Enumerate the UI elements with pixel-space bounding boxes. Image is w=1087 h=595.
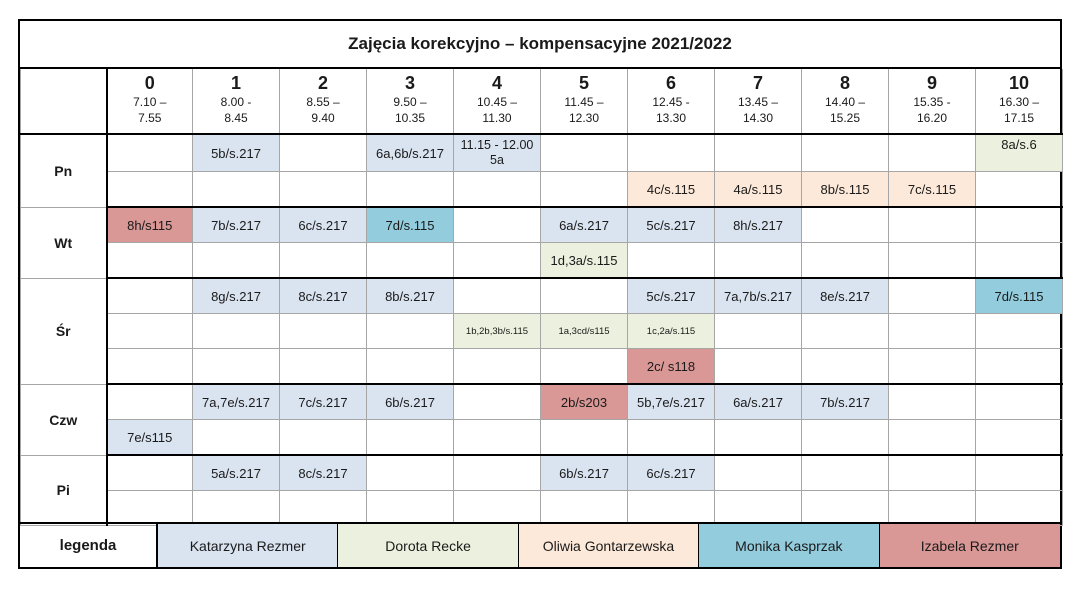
lesson-cell: 7d/s.115 — [367, 207, 454, 243]
lesson-cell — [889, 455, 976, 491]
lesson-cell — [541, 420, 628, 456]
lesson-cell — [454, 491, 541, 526]
lesson-cell — [541, 172, 628, 208]
period-number: 9 — [926, 73, 937, 93]
lesson-cell: 7b/s.217 — [193, 207, 280, 243]
day-label-pn: Pn — [21, 134, 107, 207]
lesson-cell — [107, 455, 193, 491]
lesson-cell — [976, 455, 1063, 491]
lesson-cell: 7a,7e/s.217 — [193, 384, 280, 420]
period-start: 14.40 – — [824, 95, 866, 109]
lesson-cell — [107, 314, 193, 349]
lesson-cell — [280, 243, 367, 279]
page-title: Zajęcia korekcyjno – kompensacyjne 2021/2022 — [20, 21, 1060, 69]
period-end: 14.30 — [742, 111, 774, 125]
lesson-cell: 8g/s.217 — [193, 278, 280, 314]
lesson-cell: 5c/s.217 — [628, 278, 715, 314]
lesson-cell — [976, 243, 1063, 279]
lesson-cell: 4c/s.115 — [628, 172, 715, 208]
day-label-sr: Śr — [21, 278, 107, 384]
period-number: 10 — [1008, 73, 1030, 93]
schedule-frame — [18, 19, 1062, 569]
lesson-cell: 8a/s.6 — [976, 134, 1063, 172]
legend-item-oliwia-gontarzewska: Oliwia Gontarzewska — [519, 524, 699, 567]
lesson-cell — [541, 134, 628, 172]
lesson-cell — [107, 134, 193, 172]
legend-item-izabela-rezmer: Izabela Rezmer — [880, 524, 1060, 567]
period-end: 13.30 — [655, 111, 687, 125]
lesson-cell — [193, 314, 280, 349]
lesson-cell: 6c/s.217 — [628, 455, 715, 491]
lesson-cell: 6c/s.217 — [280, 207, 367, 243]
lesson-cell: 5c/s.217 — [628, 207, 715, 243]
schedule-row — [21, 491, 1063, 526]
lesson-cell: 4a/s.115 — [715, 172, 802, 208]
lesson-cell — [367, 172, 454, 208]
period-start: 16.30 – — [998, 95, 1040, 109]
period-end: 11.30 — [482, 111, 512, 125]
lesson-cell — [802, 349, 889, 385]
lesson-cell — [193, 491, 280, 526]
lesson-cell: 8c/s.217 — [280, 278, 367, 314]
period-header-row — [21, 69, 1063, 134]
lesson-cell — [976, 349, 1063, 385]
period-end: 9.40 — [311, 111, 335, 125]
lesson-cell: 5b/s.217 — [193, 134, 280, 172]
lesson-cell — [976, 314, 1063, 349]
period-header-1 — [193, 69, 280, 134]
period-number: 1 — [230, 73, 241, 93]
period-start: 12.45 - — [652, 95, 690, 109]
lesson-cell — [454, 207, 541, 243]
lesson-cell: 8b/s.217 — [367, 278, 454, 314]
period-header-2 — [280, 69, 367, 134]
day-label-pi: Pi — [21, 455, 107, 526]
period-end: 16.20 — [916, 111, 948, 125]
period-number: 7 — [752, 73, 763, 93]
lesson-cell: 7b/s.217 — [802, 384, 889, 420]
lesson-cell — [889, 278, 976, 314]
lesson-cell — [454, 384, 541, 420]
lesson-cell — [367, 455, 454, 491]
legend-item-katarzyna-rezmer: Katarzyna Rezmer — [158, 524, 338, 567]
lesson-cell — [280, 349, 367, 385]
schedule-row — [21, 278, 1063, 314]
lesson-cell: 11.15 - 12.00 5a — [454, 134, 541, 172]
lesson-cell — [107, 384, 193, 420]
lesson-cell: 7d/s.115 — [976, 278, 1063, 314]
lesson-cell: 6a/s.217 — [715, 384, 802, 420]
lesson-cell — [107, 172, 193, 208]
lesson-cell — [889, 243, 976, 279]
period-start: 13.45 – — [737, 95, 779, 109]
period-header-4 — [454, 69, 541, 134]
lesson-cell — [976, 207, 1063, 243]
lesson-cell — [715, 491, 802, 526]
lesson-cell — [454, 349, 541, 385]
period-header-8 — [802, 69, 889, 134]
period-header-7 — [715, 69, 802, 134]
lesson-cell — [107, 243, 193, 279]
period-end: 10.35 — [394, 111, 426, 125]
lesson-cell — [193, 243, 280, 279]
lesson-cell — [454, 243, 541, 279]
lesson-cell — [889, 491, 976, 526]
period-start: 8.00 - — [220, 95, 252, 109]
lesson-cell — [802, 243, 889, 279]
lesson-cell: 8h/s115 — [107, 207, 193, 243]
lesson-cell: 2c/ s118 — [628, 349, 715, 385]
schedule-row — [21, 314, 1063, 349]
lesson-cell — [715, 314, 802, 349]
lesson-cell — [541, 491, 628, 526]
schedule-row — [21, 172, 1063, 208]
lesson-cell — [628, 243, 715, 279]
lesson-cell: 6a,6b/s.217 — [367, 134, 454, 172]
lesson-cell — [889, 314, 976, 349]
lesson-cell — [976, 172, 1063, 208]
lesson-cell — [280, 491, 367, 526]
lesson-cell — [107, 278, 193, 314]
lesson-cell — [541, 349, 628, 385]
schedule-row — [21, 134, 1063, 172]
lesson-cell — [976, 420, 1063, 456]
legend-item-dorota-recke: Dorota Recke — [338, 524, 518, 567]
lesson-cell: 5b,7e/s.217 — [628, 384, 715, 420]
lesson-cell — [976, 384, 1063, 420]
lesson-cell — [280, 314, 367, 349]
lesson-cell: 6b/s.217 — [367, 384, 454, 420]
period-number: 6 — [665, 73, 676, 93]
lesson-cell: 8h/s.217 — [715, 207, 802, 243]
lesson-cell: 1d,3a/s.115 — [541, 243, 628, 279]
period-number: 8 — [839, 73, 850, 93]
period-number: 3 — [404, 73, 415, 93]
lesson-cell — [367, 349, 454, 385]
period-end: 12.30 — [568, 111, 600, 125]
period-number: 5 — [578, 73, 589, 93]
schedule-row — [21, 420, 1063, 456]
lesson-cell — [802, 491, 889, 526]
lesson-cell — [280, 172, 367, 208]
lesson-cell — [715, 349, 802, 385]
lesson-cell — [454, 455, 541, 491]
lesson-cell — [802, 455, 889, 491]
schedule-table — [20, 69, 1063, 526]
lesson-cell — [193, 349, 280, 385]
period-number: 4 — [491, 73, 502, 93]
lesson-cell — [367, 314, 454, 349]
lesson-cell — [541, 278, 628, 314]
period-start: 10.45 – — [476, 95, 518, 109]
lesson-cell — [193, 172, 280, 208]
schedule-row — [21, 207, 1063, 243]
schedule-row — [21, 455, 1063, 491]
period-header-0 — [107, 69, 193, 134]
lesson-cell: 5a/s.217 — [193, 455, 280, 491]
lesson-cell — [715, 243, 802, 279]
lesson-cell — [715, 455, 802, 491]
period-end: 17.15 — [1003, 111, 1035, 125]
lesson-cell — [628, 134, 715, 172]
day-label-czw: Czw — [21, 384, 107, 455]
lesson-cell — [889, 349, 976, 385]
lesson-cell — [976, 491, 1063, 526]
period-start: 15.35 - — [913, 95, 951, 109]
period-end: 8.45 — [224, 111, 248, 125]
lesson-cell — [715, 134, 802, 172]
lesson-cell — [107, 491, 193, 526]
corner-cell — [21, 69, 107, 134]
lesson-cell: 6b/s.217 — [541, 455, 628, 491]
lesson-cell: 7c/s.115 — [889, 172, 976, 208]
lesson-cell: 1a,3cd/s115 — [541, 314, 628, 349]
lesson-cell — [628, 491, 715, 526]
lesson-cell — [193, 420, 280, 456]
lesson-cell — [889, 134, 976, 172]
lesson-cell — [280, 420, 367, 456]
lesson-cell: 1b,2b,3b/s.115 — [454, 314, 541, 349]
period-header-3 — [367, 69, 454, 134]
period-start: 9.50 – — [393, 95, 427, 109]
lesson-cell — [802, 314, 889, 349]
legend — [20, 522, 1060, 567]
lesson-cell — [367, 491, 454, 526]
period-header-9 — [889, 69, 976, 134]
lesson-cell — [889, 207, 976, 243]
schedule-row — [21, 349, 1063, 385]
lesson-cell: 8c/s.217 — [280, 455, 367, 491]
lesson-cell — [802, 207, 889, 243]
lesson-cell — [802, 420, 889, 456]
lesson-cell: 8b/s.115 — [802, 172, 889, 208]
lesson-cell: 8e/s.217 — [802, 278, 889, 314]
period-end: 7.55 — [138, 111, 162, 125]
period-start: 7.10 – — [133, 95, 167, 109]
schedule-row — [21, 243, 1063, 279]
schedule-row — [21, 384, 1063, 420]
period-header-5 — [541, 69, 628, 134]
lesson-cell: 6a/s.217 — [541, 207, 628, 243]
lesson-cell: 7a,7b/s.217 — [715, 278, 802, 314]
lesson-cell: 1c,2a/s.115 — [628, 314, 715, 349]
period-header-10 — [976, 69, 1063, 134]
day-label-wt: Wt — [21, 207, 107, 278]
lesson-cell — [889, 420, 976, 456]
lesson-cell — [454, 420, 541, 456]
lesson-cell — [454, 172, 541, 208]
period-number: 2 — [317, 73, 328, 93]
lesson-cell — [628, 420, 715, 456]
lesson-cell — [107, 349, 193, 385]
lesson-cell: 7e/s115 — [107, 420, 193, 456]
lesson-cell — [367, 420, 454, 456]
lesson-cell — [454, 278, 541, 314]
lesson-cell — [889, 384, 976, 420]
legend-item-monika-kasprzak: Monika Kasprzak — [699, 524, 879, 567]
lesson-cell — [280, 134, 367, 172]
lesson-cell: 2b/s203 — [541, 384, 628, 420]
lesson-cell — [802, 134, 889, 172]
period-header-6 — [628, 69, 715, 134]
lesson-cell: 7c/s.217 — [280, 384, 367, 420]
lesson-cell — [715, 420, 802, 456]
lesson-cell — [367, 243, 454, 279]
legend-title: legenda — [20, 524, 158, 567]
period-start: 11.45 – — [564, 95, 604, 109]
period-end: 15.25 — [829, 111, 861, 125]
period-number: 0 — [144, 73, 155, 93]
period-start: 8.55 – — [306, 95, 340, 109]
